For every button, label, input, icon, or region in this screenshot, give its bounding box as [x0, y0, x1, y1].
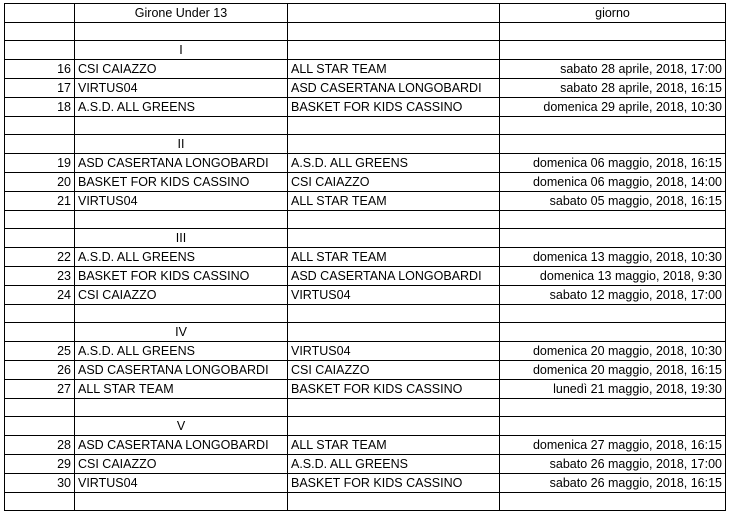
match-row: [5, 474, 726, 493]
home-team[interactable]: VIRTUS04: [75, 192, 288, 211]
schedule-table: [4, 3, 726, 511]
header-cell-empty[interactable]: [5, 4, 75, 23]
away-team[interactable]: ALL STAR TEAM: [288, 248, 500, 267]
empty-cell[interactable]: [288, 493, 500, 511]
match-date[interactable]: sabato 26 maggio, 2018, 16:15: [500, 474, 726, 493]
match-date[interactable]: domenica 13 maggio, 2018, 10:30: [500, 248, 726, 267]
match-row: [5, 361, 726, 380]
match-date[interactable]: sabato 28 aprile, 2018, 16:15: [500, 79, 726, 98]
match-date[interactable]: domenica 06 maggio, 2018, 16:15: [500, 154, 726, 173]
home-team[interactable]: VIRTUS04: [75, 474, 288, 493]
empty-cell[interactable]: [500, 23, 726, 41]
match-row: [5, 173, 726, 192]
empty-cell[interactable]: [288, 229, 500, 248]
match-number[interactable]: 27: [5, 380, 75, 399]
round-label-row: [5, 135, 726, 154]
home-team[interactable]: A.S.D. ALL GREENS: [75, 98, 288, 117]
match-date[interactable]: domenica 06 maggio, 2018, 14:00: [500, 173, 726, 192]
empty-cell[interactable]: [75, 305, 288, 323]
match-number[interactable]: 19: [5, 154, 75, 173]
empty-cell[interactable]: [288, 417, 500, 436]
away-team[interactable]: CSI CAIAZZO: [288, 173, 500, 192]
empty-cell[interactable]: [288, 399, 500, 417]
empty-cell[interactable]: [75, 211, 288, 229]
spacer-row: [5, 117, 726, 135]
empty-cell[interactable]: [5, 399, 75, 417]
empty-cell[interactable]: [5, 41, 75, 60]
home-team[interactable]: A.S.D. ALL GREENS: [75, 248, 288, 267]
home-team[interactable]: ASD CASERTANA LONGOBARDI: [75, 361, 288, 380]
match-row: [5, 267, 726, 286]
match-number[interactable]: 28: [5, 436, 75, 455]
empty-cell[interactable]: [500, 211, 726, 229]
home-team[interactable]: BASKET FOR KIDS CASSINO: [75, 267, 288, 286]
match-number[interactable]: 30: [5, 474, 75, 493]
away-team[interactable]: ASD CASERTANA LONGOBARDI: [288, 79, 500, 98]
empty-cell[interactable]: [5, 417, 75, 436]
empty-cell[interactable]: [5, 305, 75, 323]
spacer-row: [5, 23, 726, 41]
empty-cell[interactable]: [500, 41, 726, 60]
empty-cell[interactable]: [288, 135, 500, 154]
empty-cell[interactable]: [75, 493, 288, 511]
empty-cell[interactable]: [5, 493, 75, 511]
away-team[interactable]: ALL STAR TEAM: [288, 192, 500, 211]
empty-cell[interactable]: [500, 305, 726, 323]
round-label-row: [5, 417, 726, 436]
away-team[interactable]: BASKET FOR KIDS CASSINO: [288, 380, 500, 399]
match-number[interactable]: 22: [5, 248, 75, 267]
empty-cell[interactable]: [5, 135, 75, 154]
round-label-row: [5, 41, 726, 60]
header-date-column[interactable]: giorno: [500, 4, 726, 23]
empty-cell[interactable]: [5, 229, 75, 248]
away-team[interactable]: VIRTUS04: [288, 342, 500, 361]
away-team[interactable]: ALL STAR TEAM: [288, 436, 500, 455]
match-date[interactable]: sabato 05 maggio, 2018, 16:15: [500, 192, 726, 211]
match-number[interactable]: 23: [5, 267, 75, 286]
empty-cell[interactable]: [5, 211, 75, 229]
empty-cell[interactable]: [500, 135, 726, 154]
match-date[interactable]: sabato 26 maggio, 2018, 17:00: [500, 455, 726, 474]
empty-cell[interactable]: [500, 117, 726, 135]
empty-cell[interactable]: [500, 417, 726, 436]
empty-cell[interactable]: [288, 305, 500, 323]
match-number[interactable]: 20: [5, 173, 75, 192]
home-team[interactable]: CSI CAIAZZO: [75, 286, 288, 305]
match-date[interactable]: domenica 29 aprile, 2018, 10:30: [500, 98, 726, 117]
match-date[interactable]: domenica 27 maggio, 2018, 16:15: [500, 436, 726, 455]
match-date[interactable]: lunedì 21 maggio, 2018, 19:30: [500, 380, 726, 399]
round-label[interactable]: V: [75, 417, 288, 436]
round-label[interactable]: II: [75, 135, 288, 154]
empty-cell[interactable]: [500, 399, 726, 417]
away-team[interactable]: VIRTUS04: [288, 286, 500, 305]
match-number[interactable]: 18: [5, 98, 75, 117]
match-row: [5, 98, 726, 117]
empty-cell[interactable]: [500, 229, 726, 248]
round-label[interactable]: I: [75, 41, 288, 60]
round-label-row: [5, 229, 726, 248]
home-team[interactable]: ASD CASERTANA LONGOBARDI: [75, 436, 288, 455]
match-number[interactable]: 16: [5, 60, 75, 79]
match-row: [5, 192, 726, 211]
match-number[interactable]: 25: [5, 342, 75, 361]
home-team[interactable]: ASD CASERTANA LONGOBARDI: [75, 154, 288, 173]
home-team[interactable]: BASKET FOR KIDS CASSINO: [75, 173, 288, 192]
home-team[interactable]: CSI CAIAZZO: [75, 455, 288, 474]
match-row: [5, 342, 726, 361]
spacer-row: [5, 399, 726, 417]
away-team[interactable]: BASKET FOR KIDS CASSINO: [288, 98, 500, 117]
home-team[interactable]: A.S.D. ALL GREENS: [75, 342, 288, 361]
match-row: [5, 154, 726, 173]
away-team[interactable]: ASD CASERTANA LONGOBARDI: [288, 267, 500, 286]
away-team[interactable]: A.S.D. ALL GREENS: [288, 455, 500, 474]
match-number[interactable]: 21: [5, 192, 75, 211]
header-row: [5, 4, 726, 23]
away-team[interactable]: A.S.D. ALL GREENS: [288, 154, 500, 173]
round-label[interactable]: IV: [75, 323, 288, 342]
round-label[interactable]: III: [75, 229, 288, 248]
home-team[interactable]: VIRTUS04: [75, 79, 288, 98]
empty-cell[interactable]: [5, 117, 75, 135]
round-label-row: [5, 323, 726, 342]
empty-cell[interactable]: [500, 323, 726, 342]
spacer-row: [5, 305, 726, 323]
match-date[interactable]: sabato 28 aprile, 2018, 17:00: [500, 60, 726, 79]
spacer-row: [5, 211, 726, 229]
match-row: [5, 60, 726, 79]
match-date[interactable]: domenica 20 maggio, 2018, 16:15: [500, 361, 726, 380]
empty-cell[interactable]: [288, 211, 500, 229]
home-team[interactable]: CSI CAIAZZO: [75, 60, 288, 79]
away-team[interactable]: CSI CAIAZZO: [288, 361, 500, 380]
empty-cell[interactable]: [500, 493, 726, 511]
away-team[interactable]: BASKET FOR KIDS CASSINO: [288, 474, 500, 493]
empty-cell[interactable]: [288, 117, 500, 135]
empty-cell[interactable]: [288, 323, 500, 342]
header-cell-empty[interactable]: [288, 4, 500, 23]
match-row: [5, 455, 726, 474]
away-team[interactable]: ALL STAR TEAM: [288, 60, 500, 79]
empty-cell[interactable]: [5, 23, 75, 41]
empty-cell[interactable]: [75, 399, 288, 417]
home-team[interactable]: ALL STAR TEAM: [75, 380, 288, 399]
match-row: [5, 436, 726, 455]
spacer-row: [5, 493, 726, 511]
empty-cell[interactable]: [288, 23, 500, 41]
match-date[interactable]: domenica 20 maggio, 2018, 10:30: [500, 342, 726, 361]
empty-cell[interactable]: [75, 117, 288, 135]
header-title[interactable]: Girone Under 13: [75, 4, 288, 23]
match-date[interactable]: sabato 12 maggio, 2018, 17:00: [500, 286, 726, 305]
match-row: [5, 248, 726, 267]
match-row: [5, 79, 726, 98]
match-number[interactable]: 29: [5, 455, 75, 474]
match-number[interactable]: 26: [5, 361, 75, 380]
empty-cell[interactable]: [288, 41, 500, 60]
match-number[interactable]: 17: [5, 79, 75, 98]
match-row: [5, 286, 726, 305]
empty-cell[interactable]: [5, 323, 75, 342]
match-row: [5, 380, 726, 399]
match-date[interactable]: domenica 13 maggio, 2018, 9:30: [500, 267, 726, 286]
match-number[interactable]: 24: [5, 286, 75, 305]
empty-cell[interactable]: [75, 23, 288, 41]
